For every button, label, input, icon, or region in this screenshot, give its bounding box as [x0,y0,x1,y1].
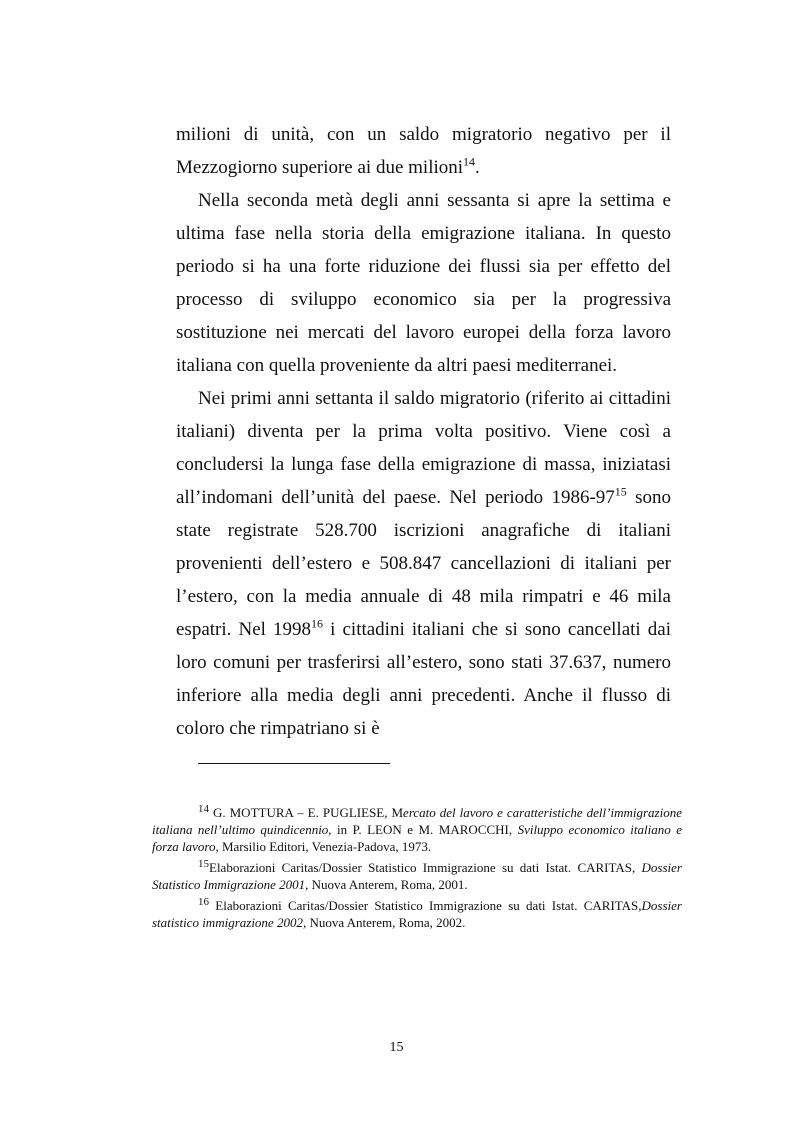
footnote-text: Nuova Anterem, Roma, 2001. [308,877,468,892]
footnote-14 [152,804,682,855]
footnote-title: Sviluppo economico italiano e forza lavoro, [152,822,682,854]
footnote-15 [152,859,682,893]
footnote-text: Nuova Anterem, Roma, 2002. [306,915,466,930]
footnote-text: in P. LEON e M. MAROCCHI, [331,822,518,837]
footnote-number: 14 [198,802,209,815]
footnote-ref-14[interactable]: 14 [463,154,476,169]
paragraph-3-text-c: i cittadini italiani che si sono cancellati dai loro comuni per trasferirsi all’estero, sono stati 37.637, numero inferiore alla media degli anni precedenti. Anche il flusso di coloro che rimpatriano si è [176,619,671,739]
footnote-text: G. MOTTURA – E. PUGLIESE, M [209,805,404,820]
footnote-16 [152,897,682,931]
footnote-title: ercato del lavoro e caratteristiche dell’immigrazione italiana nell’ultimo quindicennio, [152,805,682,837]
footnote-text: Elaborazioni Caritas/Dossier Statistico Immigrazione su dati Istat. CARITAS, [209,860,642,875]
footnotes [152,804,682,935]
footnote-number: 16 [198,895,209,908]
body-text [176,118,671,745]
page-number: 15 [389,1040,404,1055]
footnote-text: Marsilio Editori, Venezia-Padova, 1973. [218,839,432,854]
paragraph-1-end: . [475,157,480,178]
footnote-ref-16[interactable]: 16 [311,616,324,631]
paragraph-1-text: milioni di unità, con un saldo migratorio negativo per il Mezzogiorno superiore ai due milioni [176,124,671,178]
paragraph-1 [176,118,671,184]
paragraph-3 [176,382,671,745]
paragraph-3-text-a: Nei primi anni settanta il saldo migratorio (riferito ai cittadini italiani) diventa per la prima volta positivo. Viene così a concludersi la lunga fase della emigrazione di massa, iniziatasi all’indomani dell’unità del paese. Nel periodo 1986-97 [176,388,671,508]
paragraph-2-text: Nella seconda metà degli anni sessanta si apre la settima e ultima fase nella storia della emigrazione italiana. In questo periodo si ha una forte riduzione dei flussi sia per effetto del processo di sviluppo economico sia per la progressiva sostituzione nei mercati del lavoro europei della forza lavoro italiana con quella proveniente da altri paesi mediterranei. [176,190,671,376]
footnote-ref-15[interactable]: 15 [614,484,627,499]
footnote-number: 15 [198,857,209,870]
footnote-title: Dossier statistico immigrazione 2002, [152,898,682,930]
footnote-separator [198,763,390,764]
footnote-title: Dossier Statistico Immigrazione 2001, [152,860,682,892]
paragraph-3-text-b: sono state registrate 528.700 iscrizioni anagrafiche di italiani provenienti dell’estero e 508.847 cancellazioni di italiani per l’estero, con la media annuale di 48 mila rimpatri e 46 mila espatri. Nel 1998 [176,487,671,640]
footnote-text: Elaborazioni Caritas/Dossier Statistico Immigrazione su dati Istat. CARITAS, [209,898,642,913]
paragraph-2 [176,184,671,382]
